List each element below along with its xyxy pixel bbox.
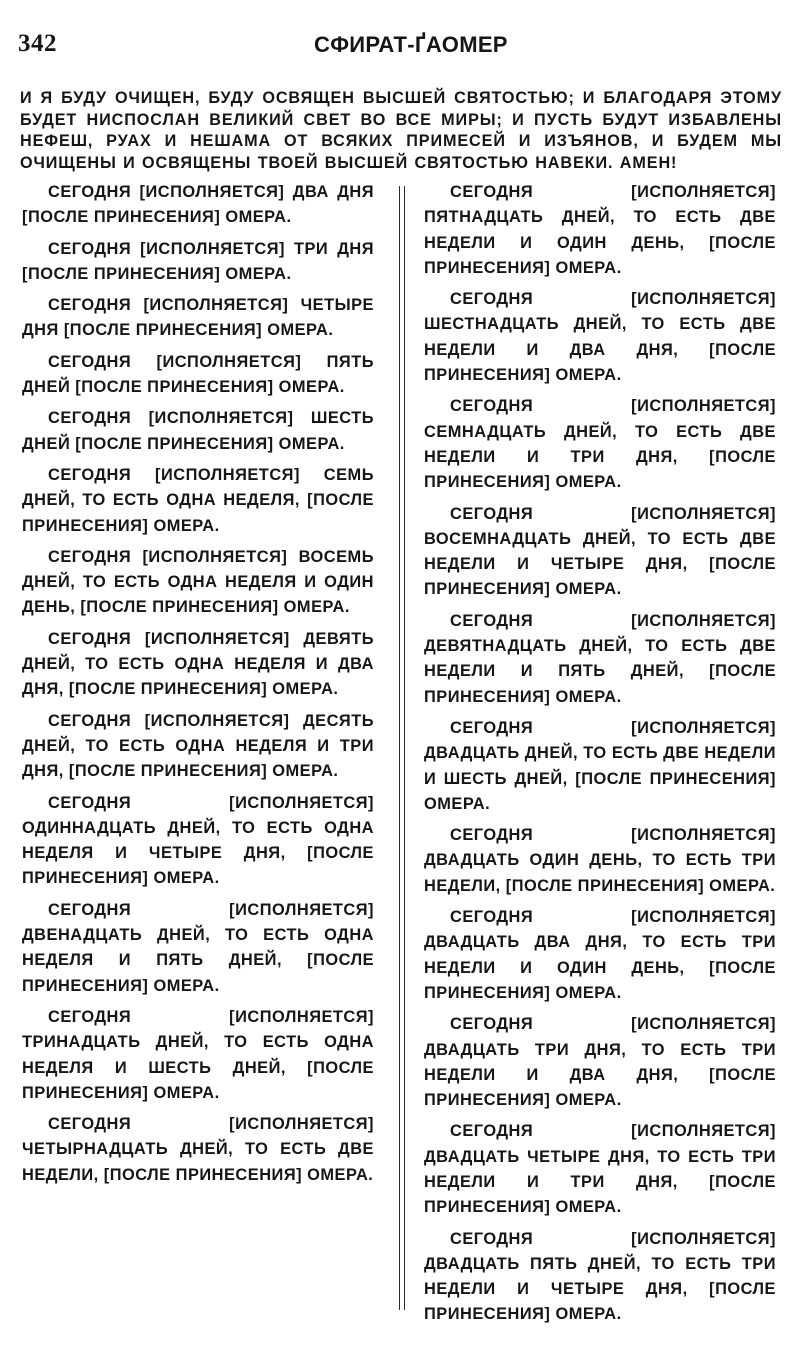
right-column <box>424 180 776 1334</box>
omer-count-paragraph: СЕГОДНЯ [ИСПОЛНЯЕТСЯ] ПЯТЬ ДНЕЙ [ПОСЛЕ ПРИНЕСЕНИЯ] ОМЕРА. <box>22 352 374 397</box>
omer-count-paragraph: СЕГОДНЯ [ИСПОЛНЯЕТСЯ] ДЕВЯТНАДЦАТЬ ДНЕЙ, ТО ЕСТЬ ДВЕ НЕДЕЛИ И ПЯТЬ ДНЕЙ, [ПОСЛЕ ПРИНЕСЕНИЯ] ОМЕРА. <box>424 611 776 706</box>
omer-count-paragraph: СЕГОДНЯ [ИСПОЛНЯЕТСЯ] СЕМЬ ДНЕЙ, ТО ЕСТЬ ОДНА НЕДЕЛЯ, [ПОСЛЕ ПРИНЕСЕНИЯ] ОМЕРА. <box>22 465 374 535</box>
omer-count-paragraph: СЕГОДНЯ [ИСПОЛНЯЕТСЯ] ДВЕНАДЦАТЬ ДНЕЙ, ТО ЕСТЬ ОДНА НЕДЕЛЯ И ПЯТЬ ДНЕЙ, [ПОСЛЕ ПРИНЕСЕНИЯ] ОМЕРА. <box>22 900 374 995</box>
omer-count-paragraph: СЕГОДНЯ [ИСПОЛНЯЕТСЯ] ДВАДЦАТЬ ЧЕТЫРЕ ДНЯ, ТО ЕСТЬ ТРИ НЕДЕЛИ И ТРИ ДНЯ, [ПОСЛЕ ПРИНЕСЕНИЯ] ОМЕРА. <box>424 1122 776 1217</box>
omer-count-paragraph: СЕГОДНЯ [ИСПОЛНЯЕТСЯ] ПЯТНАДЦАТЬ ДНЕЙ, ТО ЕСТЬ ДВЕ НЕДЕЛИ И ОДИН ДЕНЬ, [ПОСЛЕ ПРИНЕСЕНИЯ] ОМЕРА. <box>424 183 776 277</box>
intro-paragraph: И Я БУДУ ОЧИЩЕН, БУДУ ОСВЯЩЕН ВЫСШЕЙ СВЯТОСТЬЮ; И БЛАГОДАРЯ ЭТОМУ БУДЕТ НИСПОСЛАН ВЕЛИКИЙ СВЕТ ВО ВСЕ МИРЫ; И ПУСТЬ БУДУТ ИЗБАВЛЕНЫ НЕФЕШ, РУАХ И НЕШАМА ОТ ВСЯКИХ ПРИМЕСЕЙ И ИЗЪЯНОВ, И БУДЕМ МЫ ОЧИЩЕНЫ И ОСВЯЩЕНЫ ТВОЕЙ ВЫСШЕЙ СВЯТОСТЬЮ НАВЕКИ. АМЕН! <box>20 89 782 172</box>
omer-count-paragraph: СЕГОДНЯ [ИСПОЛНЯЕТСЯ] ДВАДЦАТЬ ПЯТЬ ДНЕЙ, ТО ЕСТЬ ТРИ НЕДЕЛИ И ЧЕТЫРЕ ДНЯ, [ПОСЛЕ ПРИНЕСЕНИЯ] ОМЕРА. <box>424 1229 776 1324</box>
omer-count-paragraph: СЕГОДНЯ [ИСПОЛНЯЕТСЯ] ЧЕТЫРЕ ДНЯ [ПОСЛЕ ПРИНЕСЕНИЯ] ОМЕРА. <box>22 296 374 340</box>
omer-count-paragraph: СЕГОДНЯ [ИСПОЛНЯЕТСЯ] ДВАДЦАТЬ ОДИН ДЕНЬ, ТО ЕСТЬ ТРИ НЕДЕЛИ, [ПОСЛЕ ПРИНЕСЕНИЯ] ОМЕРА. <box>424 826 776 895</box>
omer-count-paragraph: СЕГОДНЯ [ИСПОЛНЯЕТСЯ] ДВА ДНЯ [ПОСЛЕ ПРИНЕСЕНИЯ] ОМЕРА. <box>22 183 374 227</box>
column-divider <box>399 186 400 1310</box>
omer-count-paragraph: СЕГОДНЯ [ИСПОЛНЯЕТСЯ] ДВАДЦАТЬ ТРИ ДНЯ, ТО ЕСТЬ ТРИ НЕДЕЛИ И ДВА ДНЯ, [ПОСЛЕ ПРИНЕСЕНИЯ] ОМЕРА. <box>424 1015 776 1110</box>
omer-count-paragraph: СЕГОДНЯ [ИСПОЛНЯЕТСЯ] ДЕВЯТЬ ДНЕЙ, ТО ЕСТЬ ОДНА НЕДЕЛЯ И ДВА ДНЯ, [ПОСЛЕ ПРИНЕСЕНИЯ] ОМЕРА. <box>22 629 374 699</box>
page-number: 342 <box>18 30 57 57</box>
omer-count-paragraph: СЕГОДНЯ [ИСПОЛНЯЕТСЯ] ВОСЕМЬ ДНЕЙ, ТО ЕСТЬ ОДНА НЕДЕЛЯ И ОДИН ДЕНЬ, [ПОСЛЕ ПРИНЕСЕНИЯ] ОМЕРА. <box>22 547 374 617</box>
omer-count-paragraph: СЕГОДНЯ [ИСПОЛНЯЕТСЯ] ЧЕТЫРНАДЦАТЬ ДНЕЙ, ТО ЕСТЬ ДВЕ НЕДЕЛИ, [ПОСЛЕ ПРИНЕСЕНИЯ] ОМЕРА. <box>22 1115 374 1184</box>
omer-count-paragraph: СЕГОДНЯ [ИСПОЛНЯЕТСЯ] ДВАДЦАТЬ ДВА ДНЯ, ТО ЕСТЬ ТРИ НЕДЕЛИ И ОДИН ДЕНЬ, [ПОСЛЕ ПРИНЕСЕНИЯ] ОМЕРА. <box>424 908 776 1002</box>
omer-count-paragraph: СЕГОДНЯ [ИСПОЛНЯЕТСЯ] ДВАДЦАТЬ ДНЕЙ, ТО ЕСТЬ ДВЕ НЕДЕЛИ И ШЕСТЬ ДНЕЙ, [ПОСЛЕ ПРИНЕСЕНИЯ] ОМЕРА. <box>424 718 776 813</box>
running-title: СФИРАТ-ҐАОМЕР <box>314 32 508 57</box>
omer-count-paragraph: СЕГОДНЯ [ИСПОЛНЯЕТСЯ] ВОСЕМНАДЦАТЬ ДНЕЙ, ТО ЕСТЬ ДВЕ НЕДЕЛИ И ЧЕТЫРЕ ДНЯ, [ПОСЛЕ ПРИНЕСЕНИЯ] ОМЕРА. <box>424 504 776 599</box>
omer-count-paragraph: СЕГОДНЯ [ИСПОЛНЯЕТСЯ] ТРИ ДНЯ [ПОСЛЕ ПРИНЕСЕНИЯ] ОМЕРА. <box>22 239 374 283</box>
omer-count-paragraph: СЕГОДНЯ [ИСПОЛНЯЕТСЯ] ТРИНАДЦАТЬ ДНЕЙ, ТО ЕСТЬ ОДНА НЕДЕЛЯ И ШЕСТЬ ДНЕЙ, [ПОСЛЕ ПРИНЕСЕНИЯ] ОМЕРА. <box>22 1007 374 1102</box>
page-header <box>18 26 782 66</box>
left-column <box>22 180 374 1194</box>
omer-count-paragraph: СЕГОДНЯ [ИСПОЛНЯЕТСЯ] ШЕСТНАДЦАТЬ ДНЕЙ, ТО ЕСТЬ ДВЕ НЕДЕЛИ И ДВА ДНЯ, [ПОСЛЕ ПРИНЕСЕНИЯ] ОМЕРА. <box>424 290 776 385</box>
column-divider <box>404 186 405 1310</box>
omer-count-paragraph: СЕГОДНЯ [ИСПОЛНЯЕТСЯ] СЕМНАДЦАТЬ ДНЕЙ, ТО ЕСТЬ ДВЕ НЕДЕЛИ И ТРИ ДНЯ, [ПОСЛЕ ПРИНЕСЕНИЯ] ОМЕРА. <box>424 397 776 492</box>
omer-count-paragraph: СЕГОДНЯ [ИСПОЛНЯЕТСЯ] ДЕСЯТЬ ДНЕЙ, ТО ЕСТЬ ОДНА НЕДЕЛЯ И ТРИ ДНЯ, [ПОСЛЕ ПРИНЕСЕНИЯ] ОМЕРА. <box>22 711 374 781</box>
omer-count-paragraph: СЕГОДНЯ [ИСПОЛНЯЕТСЯ] ШЕСТЬ ДНЕЙ [ПОСЛЕ ПРИНЕСЕНИЯ] ОМЕРА. <box>22 409 374 453</box>
omer-count-paragraph: СЕГОДНЯ [ИСПОЛНЯЕТСЯ] ОДИННАДЦАТЬ ДНЕЙ, ТО ЕСТЬ ОДНА НЕДЕЛЯ И ЧЕТЫРЕ ДНЯ, [ПОСЛЕ ПРИНЕСЕНИЯ] ОМЕРА. <box>22 793 374 888</box>
